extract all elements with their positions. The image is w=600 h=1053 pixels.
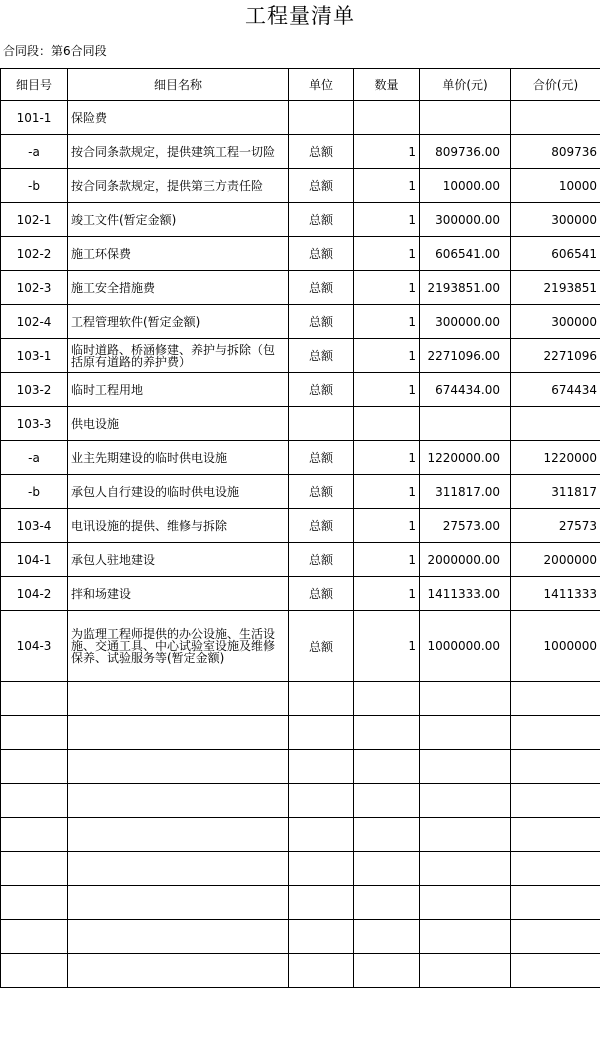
cell-amount [511,407,600,441]
cell-amount: 1000000 [511,611,600,682]
cell-qty: 1 [354,339,420,373]
cell-name: 保险费 [68,101,289,135]
table-row [1,305,600,339]
empty-cell [1,818,68,852]
contract-section-label: 合同段：第6合同段 [3,44,107,58]
cell-qty [354,407,420,441]
cell-code: 104-2 [1,577,68,611]
cell-amount: 2271096 [511,339,600,373]
cell-unit-price: 311817.00 [420,475,511,509]
cell-name: 拌和场建设 [68,577,289,611]
empty-cell [68,750,289,784]
table-row [1,611,600,682]
cell-unit: 总额 [289,441,354,475]
empty-cell [354,682,420,716]
cell-qty: 1 [354,611,420,682]
cell-unit-price: 27573.00 [420,509,511,543]
cell-amount: 1220000 [511,441,600,475]
table-row [1,441,600,475]
empty-cell [420,852,511,886]
cell-unit: 总额 [289,577,354,611]
cell-code: 102-2 [1,237,68,271]
table-row [1,373,600,407]
empty-cell [289,954,354,988]
empty-row [1,920,600,954]
header-amount: 合价(元) [511,69,600,101]
empty-row [1,954,600,988]
cell-code: 102-4 [1,305,68,339]
empty-cell [1,682,68,716]
table-row [1,475,600,509]
cell-unit-price: 606541.00 [420,237,511,271]
empty-cell [68,784,289,818]
table-row [1,135,600,169]
empty-cell [511,886,600,920]
cell-code: -a [1,441,68,475]
cell-name: 按合同条款规定，提供第三方责任险 [68,169,289,203]
cell-name: 承包人驻地建设 [68,543,289,577]
empty-cell [68,852,289,886]
empty-cell [289,784,354,818]
empty-row [1,818,600,852]
cell-qty: 1 [354,577,420,611]
cell-code: 103-4 [1,509,68,543]
cell-amount: 674434 [511,373,600,407]
empty-cell [420,954,511,988]
cell-unit: 总额 [289,339,354,373]
header-name: 细目名称 [68,69,289,101]
empty-cell [354,750,420,784]
empty-cell [511,852,600,886]
empty-row [1,750,600,784]
table-row [1,169,600,203]
empty-cell [511,750,600,784]
cell-unit-price: 809736.00 [420,135,511,169]
cell-name: 供电设施 [68,407,289,441]
cell-qty: 1 [354,543,420,577]
empty-cell [289,886,354,920]
cell-qty [354,101,420,135]
cell-unit: 总额 [289,203,354,237]
table-row [1,407,600,441]
empty-cell [68,920,289,954]
empty-cell [354,920,420,954]
cell-name: 临时道路、桥涵修建、养护与拆除（包括原有道路的养护费） [68,339,289,373]
empty-cell [289,750,354,784]
cell-unit: 总额 [289,611,354,682]
cell-unit-price [420,407,511,441]
empty-cell [68,818,289,852]
empty-cell [420,682,511,716]
table-row [1,203,600,237]
empty-cell [420,920,511,954]
cell-unit-price: 300000.00 [420,203,511,237]
cell-amount: 311817 [511,475,600,509]
cell-amount: 606541 [511,237,600,271]
cell-unit-price: 674434.00 [420,373,511,407]
cell-code: 101-1 [1,101,68,135]
cell-amount: 1411333 [511,577,600,611]
cell-qty: 1 [354,475,420,509]
cell-code: 102-3 [1,271,68,305]
empty-cell [289,716,354,750]
header-unit-price: 单价(元) [420,69,511,101]
empty-cell [420,818,511,852]
empty-cell [511,818,600,852]
cell-name: 按合同条款规定，提供建筑工程一切险 [68,135,289,169]
empty-cell [354,818,420,852]
empty-cell [354,954,420,988]
cell-unit [289,101,354,135]
cell-amount: 809736 [511,135,600,169]
table-row [1,577,600,611]
bill-of-quantities-table [0,68,600,988]
cell-amount: 300000 [511,203,600,237]
cell-code: 104-3 [1,611,68,682]
cell-qty: 1 [354,373,420,407]
cell-code: 103-1 [1,339,68,373]
cell-amount: 10000 [511,169,600,203]
cell-code: -b [1,169,68,203]
cell-code: -a [1,135,68,169]
empty-row [1,852,600,886]
empty-cell [68,682,289,716]
cell-unit-price: 1000000.00 [420,611,511,682]
cell-qty: 1 [354,441,420,475]
cell-unit: 总额 [289,509,354,543]
cell-amount: 27573 [511,509,600,543]
cell-amount: 2000000 [511,543,600,577]
empty-cell [354,886,420,920]
table-row [1,339,600,373]
table-row [1,101,600,135]
cell-name: 电讯设施的提供、维修与拆除 [68,509,289,543]
cell-unit-price: 300000.00 [420,305,511,339]
cell-name: 承包人自行建设的临时供电设施 [68,475,289,509]
empty-cell [420,886,511,920]
cell-unit: 总额 [289,373,354,407]
empty-cell [420,750,511,784]
cell-code: 103-2 [1,373,68,407]
cell-unit: 总额 [289,237,354,271]
cell-unit-price: 2271096.00 [420,339,511,373]
header-qty: 数量 [354,69,420,101]
empty-row [1,784,600,818]
empty-cell [1,920,68,954]
cell-unit-price: 1220000.00 [420,441,511,475]
empty-cell [511,954,600,988]
empty-cell [1,954,68,988]
empty-cell [511,784,600,818]
cell-unit-price [420,101,511,135]
empty-cell [1,852,68,886]
empty-cell [1,716,68,750]
cell-unit-price: 2000000.00 [420,543,511,577]
cell-unit-price: 1411333.00 [420,577,511,611]
empty-cell [289,920,354,954]
cell-unit: 总额 [289,169,354,203]
cell-name: 竣工文件(暂定金额) [68,203,289,237]
cell-amount: 300000 [511,305,600,339]
cell-code: 102-1 [1,203,68,237]
cell-qty: 1 [354,135,420,169]
empty-cell [1,750,68,784]
empty-cell [68,716,289,750]
cell-code: 103-3 [1,407,68,441]
table-row [1,509,600,543]
cell-qty: 1 [354,271,420,305]
empty-cell [1,784,68,818]
empty-row [1,716,600,750]
cell-name: 为监理工程师提供的办公设施、生活设施、交通工具、中心试验室设施及维修保养、试验服务等(暂定金额) [68,611,289,682]
empty-cell [289,852,354,886]
cell-unit: 总额 [289,543,354,577]
table-row [1,237,600,271]
empty-cell [289,682,354,716]
cell-name: 施工安全措施费 [68,271,289,305]
page-title: 工程量清单 [245,4,355,28]
empty-cell [420,784,511,818]
cell-unit: 总额 [289,271,354,305]
empty-cell [420,716,511,750]
header-unit: 单位 [289,69,354,101]
cell-name: 工程管理软件(暂定金额) [68,305,289,339]
empty-cell [354,784,420,818]
empty-row [1,682,600,716]
cell-amount [511,101,600,135]
cell-qty: 1 [354,305,420,339]
cell-qty: 1 [354,237,420,271]
empty-cell [289,818,354,852]
cell-qty: 1 [354,203,420,237]
table-row [1,271,600,305]
cell-code: 104-1 [1,543,68,577]
cell-unit: 总额 [289,475,354,509]
cell-code: -b [1,475,68,509]
empty-cell [511,716,600,750]
empty-cell [354,852,420,886]
cell-unit-price: 2193851.00 [420,271,511,305]
empty-cell [511,682,600,716]
empty-cell [1,886,68,920]
cell-unit: 总额 [289,305,354,339]
empty-row [1,886,600,920]
cell-name: 施工环保费 [68,237,289,271]
empty-cell [68,886,289,920]
cell-name: 临时工程用地 [68,373,289,407]
header-row [1,69,600,101]
empty-cell [354,716,420,750]
table-row [1,543,600,577]
cell-qty: 1 [354,169,420,203]
cell-unit-price: 10000.00 [420,169,511,203]
cell-amount: 2193851 [511,271,600,305]
empty-cell [511,920,600,954]
cell-name: 业主先期建设的临时供电设施 [68,441,289,475]
cell-qty: 1 [354,509,420,543]
header-code: 细目号 [1,69,68,101]
cell-unit [289,407,354,441]
cell-unit: 总额 [289,135,354,169]
empty-cell [68,954,289,988]
